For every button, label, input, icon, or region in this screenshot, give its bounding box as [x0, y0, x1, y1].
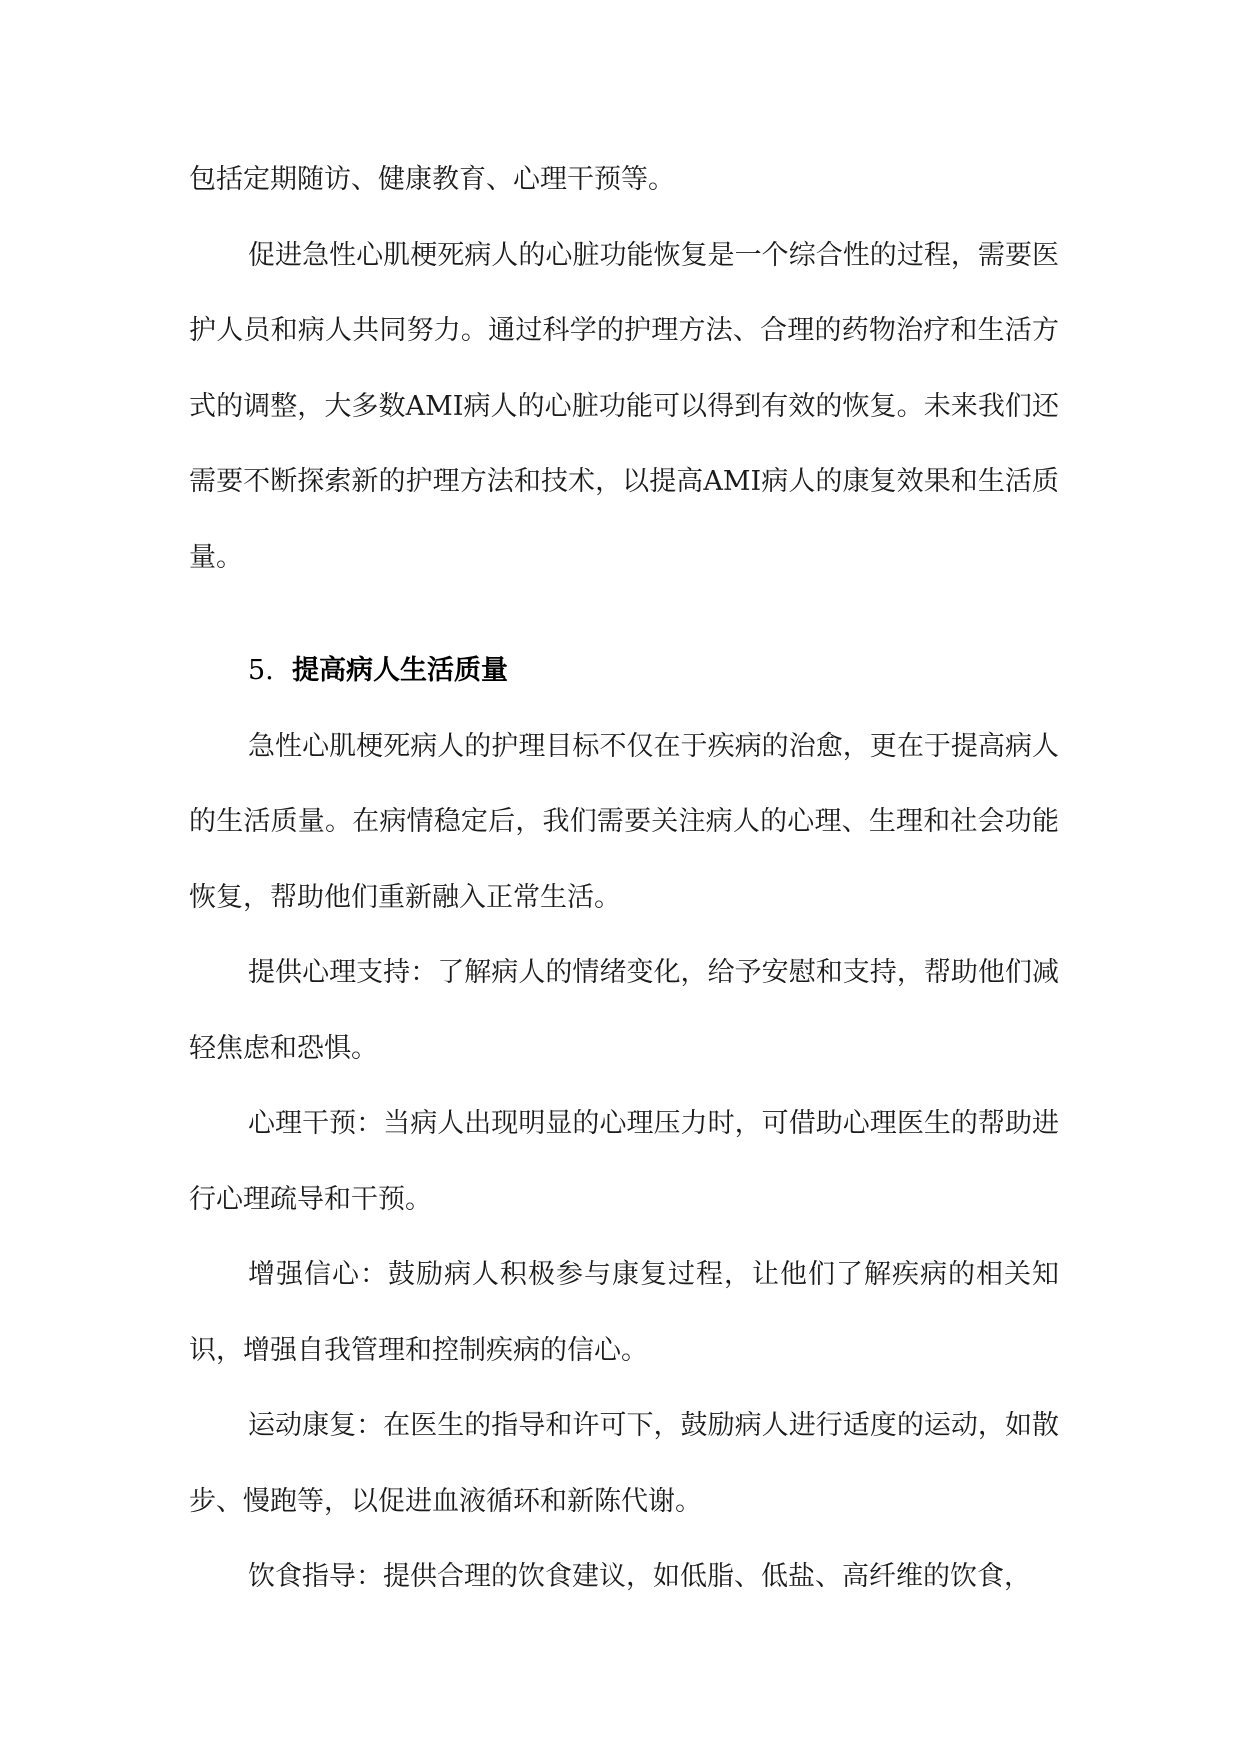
paragraph-diet: 饮食指导：提供合理的饮食建议，如低脂、低盐、高纤维的饮食， [248, 1561, 1031, 1592]
section-heading [189, 633, 1059, 709]
paragraph-psych-intervention: 心理干预：当病人出现明显的心理压力时，可借助心理医生的帮助进行心理疏导和干预。 [189, 1108, 1059, 1215]
paragraph-continuation: 包括定期随访、健康教育、心理干预等。 [189, 164, 675, 195]
paragraph-summary: 促进急性心肌梗死病人的心脏功能恢复是一个综合性的过程，需要医护人员和病人共同努力。通过科学的护理方法、合理的药物治疗和生活方式的调整，大多数AMI病人的心脏功能可以得到有效的恢复。未来我们还需要不断探索新的护理方法和技术，以提高AMI病人的康复效果和生活质量。 [189, 239, 1059, 573]
paragraph-intro: 急性心肌梗死病人的护理目标不仅在于疾病的治愈，更在于提高病人的生活质量。在病情稳定后，我们需要关注病人的心理、生理和社会功能恢复，帮助他们重新融入正常生活。 [189, 730, 1059, 913]
paragraph-confidence: 增强信心：鼓励病人积极参与康复过程，让他们了解疾病的相关知识，增强自我管理和控制疾病的信心。 [189, 1259, 1059, 1366]
section-number: 5. [248, 655, 274, 686]
document-body [189, 142, 1059, 1615]
section-title: 提高病人生活质量 [292, 655, 508, 686]
paragraph-psych-support: 提供心理支持：了解病人的情绪变化，给予安慰和支持，帮助他们减轻焦虑和恐惧。 [189, 957, 1059, 1064]
paragraph-exercise: 运动康复：在医生的指导和许可下，鼓励病人进行适度的运动，如散步、慢跑等，以促进血液循环和新陈代谢。 [189, 1410, 1059, 1517]
